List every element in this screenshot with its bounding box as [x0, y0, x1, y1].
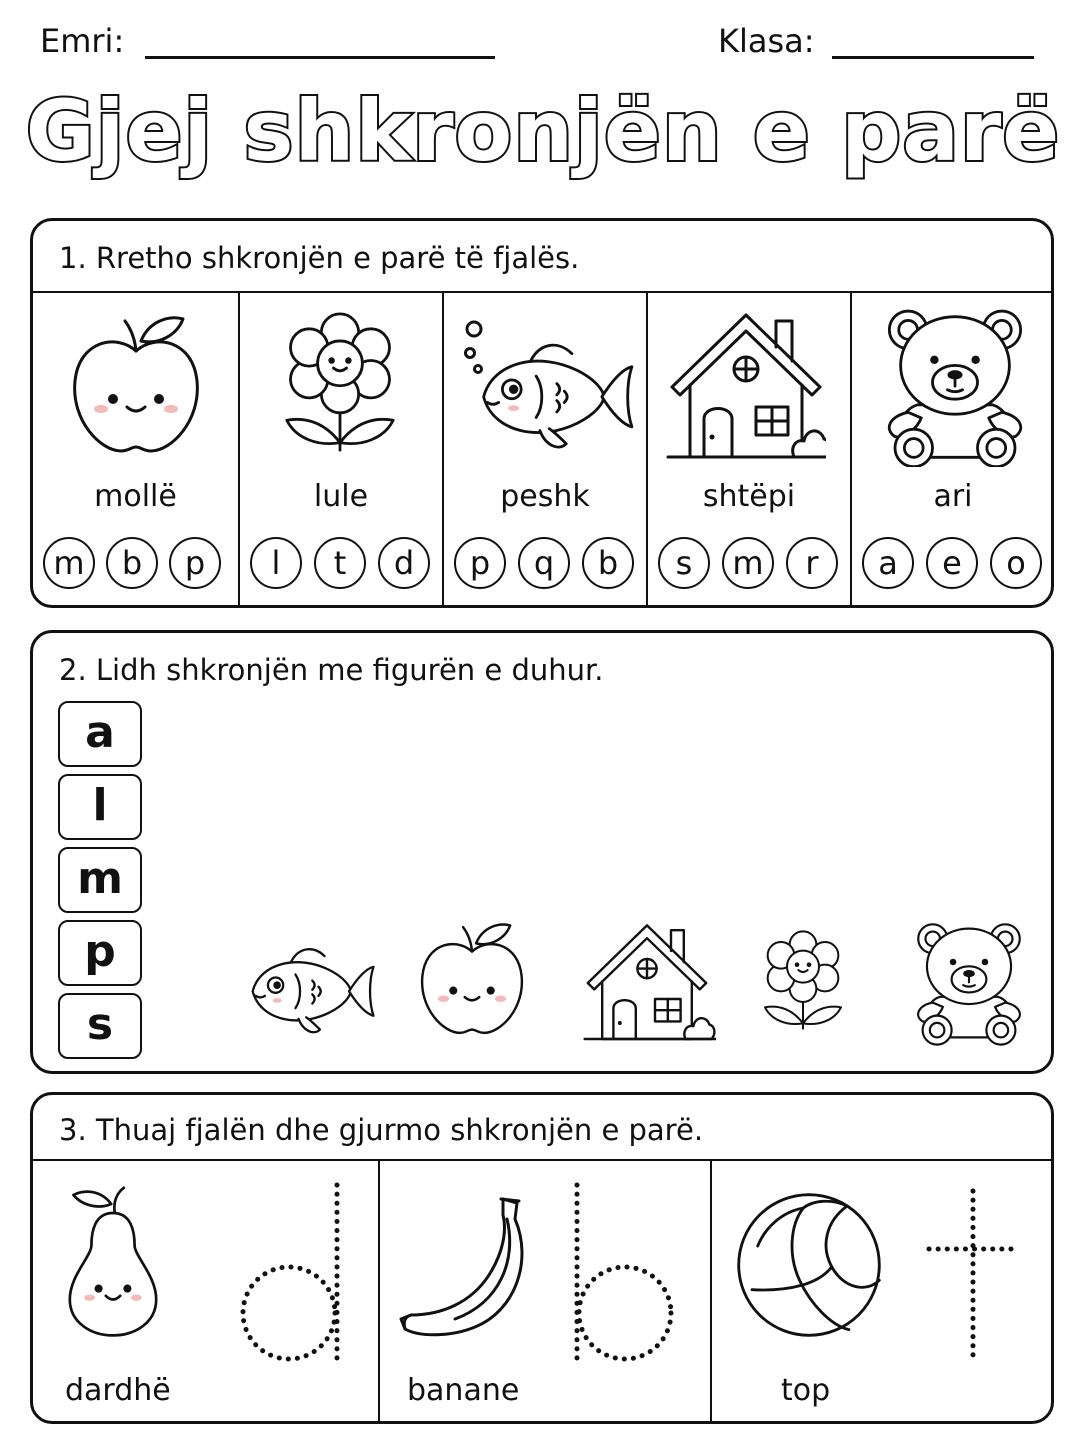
house-icon[interactable]: [578, 919, 716, 1047]
trace-letter-b[interactable]: [567, 1181, 677, 1371]
item-cell-flower: [240, 293, 442, 605]
item-cell-fish: [444, 293, 646, 605]
letter-box[interactable]: m: [58, 847, 142, 913]
ball-icon: [733, 1189, 885, 1341]
section-2-instruction: 2. Lidh shkronjën me figurën e duhur.: [59, 653, 604, 687]
house-icon: [666, 307, 826, 467]
section-3-instruction: 3. Thuaj fjalën dhe gjurmo shkronjën e parë.: [59, 1113, 704, 1147]
bear-icon[interactable]: [911, 919, 1027, 1047]
letter-box[interactable]: a: [58, 701, 142, 767]
letter-box[interactable]: s: [58, 993, 142, 1059]
letter-choice[interactable]: l: [250, 537, 302, 589]
item-word: banane: [407, 1373, 520, 1408]
letter-choice[interactable]: b: [106, 537, 158, 589]
trace-letter-t[interactable]: [919, 1181, 1029, 1371]
apple-icon: [61, 311, 211, 461]
letter-box[interactable]: p: [58, 920, 142, 986]
section-1-instruction: 1. Rretho shkronjën e parë të fjalës.: [59, 241, 580, 275]
letter-choice[interactable]: r: [786, 537, 838, 589]
section-3-panel: [30, 1092, 1054, 1424]
letter-choice[interactable]: d: [378, 537, 430, 589]
letter-choice[interactable]: a: [862, 537, 914, 589]
bear-icon: [880, 307, 1030, 467]
letter-choice[interactable]: p: [454, 537, 506, 589]
name-label: Emri:: [40, 22, 125, 60]
item-word: dardhë: [65, 1373, 171, 1408]
class-label: Klasa:: [718, 22, 815, 60]
letter-choice[interactable]: s: [658, 537, 710, 589]
item-word: shtëpi: [702, 479, 796, 514]
section-3-divider: [33, 1159, 1051, 1161]
fish-icon[interactable]: [245, 939, 375, 1039]
letter-choice[interactable]: m: [722, 537, 774, 589]
letter-choice[interactable]: o: [990, 537, 1042, 589]
column-divider: [710, 1161, 712, 1421]
letter-box[interactable]: l: [58, 774, 142, 840]
letter-choice[interactable]: m: [43, 537, 95, 589]
worksheet-title: Gjej shkronjën e parë: [25, 82, 1061, 180]
section-1-panel: [30, 218, 1054, 608]
section-2-panel: [30, 630, 1054, 1074]
flower-icon[interactable]: [753, 915, 853, 1045]
item-word: top: [781, 1373, 831, 1408]
letter-choice[interactable]: b: [582, 537, 634, 589]
banana-icon: [395, 1191, 545, 1341]
letter-choice[interactable]: p: [169, 537, 221, 589]
fish-icon: [474, 333, 634, 455]
item-word: peshk: [500, 479, 590, 514]
apple-icon[interactable]: [411, 919, 533, 1041]
item-cell-bear: [852, 293, 1054, 605]
item-word: mollë: [94, 479, 177, 514]
name-field[interactable]: [145, 56, 495, 59]
trace-letter-d[interactable]: [237, 1181, 347, 1371]
pear-icon: [59, 1177, 167, 1339]
item-word: lule: [313, 479, 369, 514]
letter-choice[interactable]: t: [314, 537, 366, 589]
class-field[interactable]: [832, 56, 1034, 59]
item-cell-apple: [33, 293, 238, 605]
item-cell-house: [648, 293, 850, 605]
letter-choice[interactable]: e: [926, 537, 978, 589]
letter-choice[interactable]: q: [518, 537, 570, 589]
flower-icon: [270, 307, 410, 457]
item-word: ari: [933, 479, 973, 514]
column-divider: [378, 1161, 380, 1421]
